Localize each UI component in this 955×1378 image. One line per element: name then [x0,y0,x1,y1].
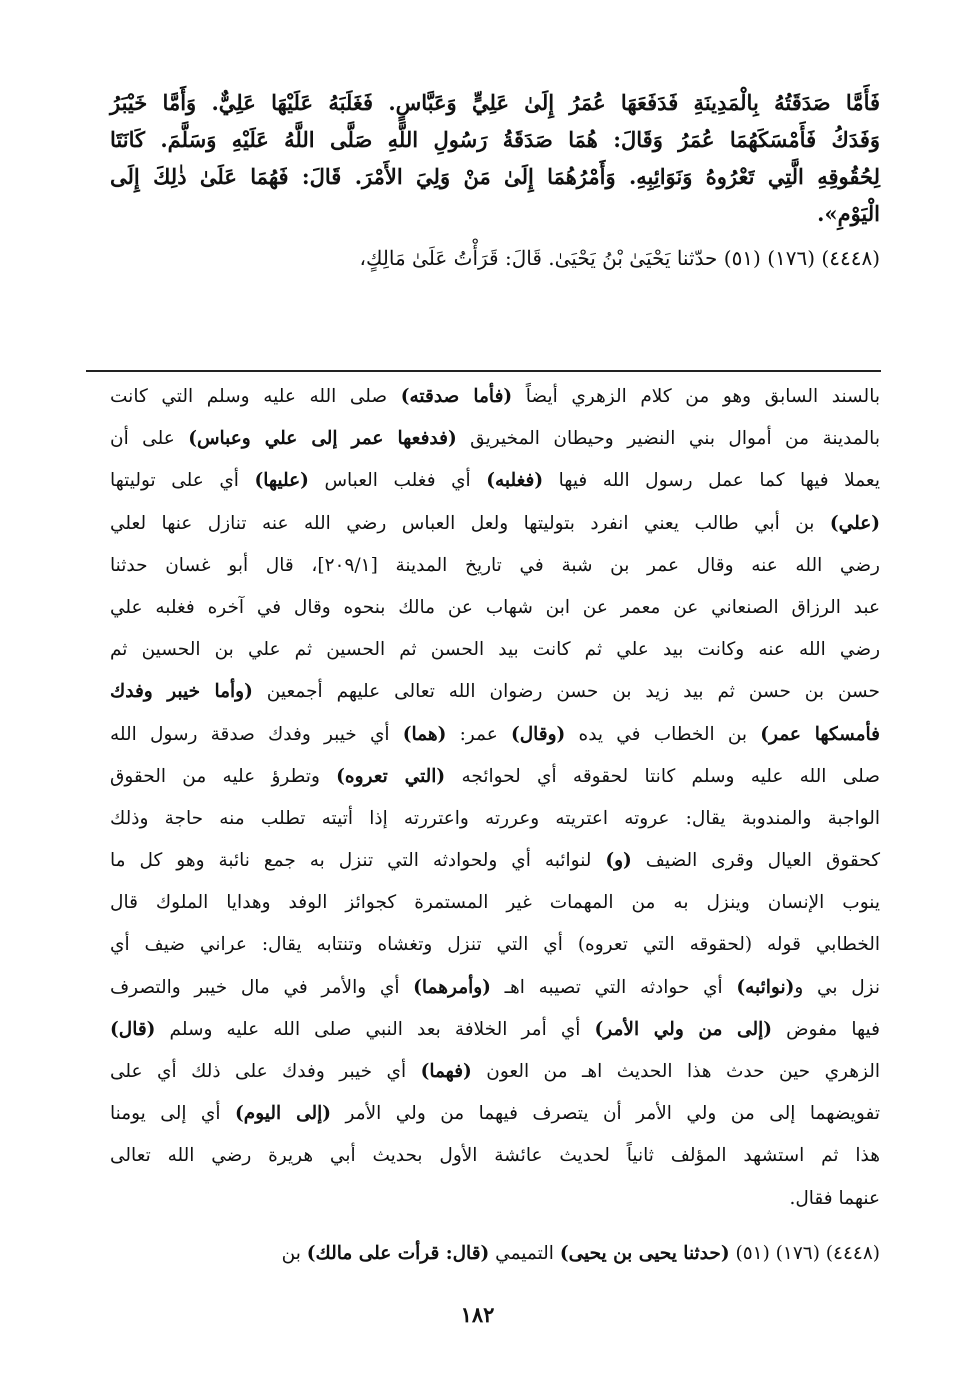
text-segment: أي فغلب العباس [308,470,487,492]
text-segment: على أن [110,428,189,450]
bold-quoted-phrase: (و) [605,850,632,872]
commentary-next-hadith [110,1236,880,1272]
text-segment: أي خيبر وفدك صدقة رسول الله [110,723,403,745]
text-segment: ينوب الإنسان وينزل به من المهمات غير المستمرة كجوائز الوفد وهدايا الملوك قال [110,892,880,914]
text-segment: أي إلى يومنا [110,1103,235,1125]
bold-quoted-phrase: (فدفعها عمر إلى علي وعباس) [188,428,457,450]
text-segment: أي على توليتها [110,470,255,492]
commentary-line [110,714,880,756]
commentary-line [110,798,880,840]
bold-quoted-phrase: (علي) [829,512,880,534]
text-segment: رضي الله عنه وكانت بيد علي ثم كانت بيد الحسن ثم الحسين ثم علي بن الحسين ثم [110,639,880,661]
page-number: ١٨٢ [460,1302,495,1327]
next-hadith-isnad [110,240,880,276]
bold-quoted-phrase: فأمسكها عمر) [760,723,881,745]
bold-quoted-phrase: (فهما) [420,1061,472,1082]
text-segment: يعملا فيها كما عمل رسول الله فيها [543,470,880,492]
bold-quoted-phrase: (فأما صدقته) [400,386,513,407]
text-segment: عمر: [446,723,511,745]
text-segment: كحقوق العيال وقرى الضيف [631,850,881,872]
commentary-line [110,1093,880,1135]
commentary-line [110,545,880,587]
text-segment: أي والأمر في مال خيبر والتصرف [110,976,414,998]
text-segment: الواجبة والمندوبة يقال: عروته اعتريته وعررته واعتررته إذا أتيته تطلب منه حاجة وذلك [110,807,880,829]
matn-line [110,195,880,232]
text-segment: بن أبي طالب يعني انفرد بتوليتها ولعل العباس رضي الله عنه تنازل عنها لعلي [110,512,830,534]
text-segment: الخطابي قوله (لحقوقه التي تعروه) أي التي تنزل وتغشاه وتنتابه يقال: عراني ضيف أي [110,934,880,956]
commentary-text [110,376,880,1220]
footnote-divider [86,370,881,372]
text-segment: عنهما فقال. [789,1187,880,1209]
text-segment: حسن بن حسن ثم بيد زيد بن حسن رضوان الله تعالى عليهم أجمعين [252,681,880,703]
text-segment: تفويضهما إلى من ولي الأمر أن يتصرف فيهما من ولي الأمر [331,1103,880,1125]
bold-quoted-phrase: (إلى من ولي الأمر) [594,1018,773,1040]
commentary-line [110,460,880,502]
text-segment: الْيَوْمِ». [817,201,880,226]
matn-line [110,158,880,195]
bold-quoted-phrase: (وقال) [510,723,566,745]
text-segment: (٤٤٤٨) (١٧٦) (٥١) [729,1243,880,1264]
text-segment: أي أمر الخلافة بعد النبي صلى الله عليه وسلم [155,1018,595,1040]
matn-line [110,121,880,158]
hadith-text [110,84,880,232]
bold-quoted-phrase: (قال: قرأت على مالك) [306,1243,490,1264]
commentary-line [110,1135,880,1177]
text-segment: فيها مفوض [772,1018,880,1040]
commentary-line [110,882,880,924]
text-segment: وتطرؤ عليه من الحقوق [110,765,337,787]
commentary-line [110,924,880,966]
text-segment: وَفَدَكُ فَأَمْسَكَهُمَا عُمَرُ وَقَالَ: هُمَا صَدَقَةُ رَسُولِ اللَّهِ صَلَّى اللَّهُ عَلَيْهِ وَسَلَّمَ. كَانَتَا [110,127,880,152]
text-segment: فَأَمَّا صَدَقَتُهُ بِالْمَدِينَةِ فَدَفَعَهَا عُمَرُ إِلَىٰ عَلِيٍّ وَعَبَّاسٍ. فَغَلَبَهُ عَلَيْهَا عَلِيٌّ. وَأَمَّا خَيْبَرُ [110,90,880,115]
bold-quoted-phrase: (هما) [402,723,447,745]
matn-line [110,84,880,121]
bold-quoted-phrase: (حدثنا يحيى بن يحيى) [559,1243,730,1264]
commentary-line [110,1178,880,1220]
bold-quoted-phrase: (التي تعروه) [336,765,446,787]
bold-quoted-phrase: (قال) [110,1018,156,1040]
text-segment: لِحُقُوقِهِ الَّتِي تَعْرُوهُ وَنَوَائِبِهِ. وَأَمْرُهُمَا إِلَىٰ مَنْ وَلِيَ الأَمْرَ. قَالَ: فَهُمَا عَلَىٰ ذٰلِكَ إِلَى [110,164,880,189]
commentary-line [110,1009,880,1051]
text-segment: هذا ثم استشهد المؤلف ثانياً لحديث عائشة الأول بحديث أبي هريرة رضي الله تعالى [110,1145,880,1167]
commentary-line [110,503,880,545]
isnad-line [110,240,880,276]
commentary-line [110,967,880,1009]
commentary-line [110,756,880,798]
commentary-line [110,671,880,713]
text-segment: أي خيبر وفدك على ذلك أي على [110,1061,421,1082]
text-segment: بن الخطاب في يده [565,723,761,745]
bold-quoted-phrase: (فغلبه) [486,470,544,492]
bold-quoted-phrase: (وأما خيبر وفدك [110,681,253,703]
text-segment: رضي الله عنه وقال عمر بن شبة في تاريخ المدينة [٢٠٩/١]، قال أبو غسان حدثنا [110,554,880,576]
text-segment: أي حوادثه التي تصيبه اهـ [490,976,737,998]
text-segment: (٤٤٤٨) (١٧٦) (٥١) حدّثنا يَحْيَىٰ بْنُ يَحْيَىٰ. قَالَ: قَرَأْتُ عَلَىٰ مَالِكٍ، [359,246,880,270]
text-segment: التميمي [489,1243,560,1264]
commentary-line [110,629,880,671]
commentary-line [110,587,880,629]
text-segment: عبد الرزاق الصنعاني عن معمر عن ابن شهاب عن مالك بنحوه وقال في آخره فغلبه علي [110,596,880,618]
text-segment: بالسند السابق وهو من كلام الزهري أيضاً [512,386,880,407]
text-segment: نزل بي و [794,976,881,998]
bold-quoted-phrase: (وأمرهما) [413,976,491,998]
bold-quoted-phrase: (نوائبه) [736,976,795,998]
text-segment: صلى الله عليه وسلم كانتا لحقوقه أي لحوائجه [445,765,880,787]
text-segment: بالمدينة من أموال بني النضير وحيطان المخيريق [456,428,880,450]
text-segment: بن [281,1243,307,1264]
next-line [110,1236,880,1272]
bold-quoted-phrase: (عليها) [254,470,309,492]
text-segment: لنوائبه أي ولحوادثه التي تنزل به جمع نائبة وهو كل ما [110,850,606,872]
commentary-line [110,376,880,418]
bold-quoted-phrase: (إلى اليوم) [234,1103,332,1125]
text-segment: صلى الله عليه وسلم التي كانت [110,386,401,407]
text-segment: الزهري حين حدث هذا الحديث اهـ من العون [471,1061,880,1082]
commentary-line [110,1051,880,1093]
commentary-line [110,840,880,882]
commentary-line [110,418,880,460]
